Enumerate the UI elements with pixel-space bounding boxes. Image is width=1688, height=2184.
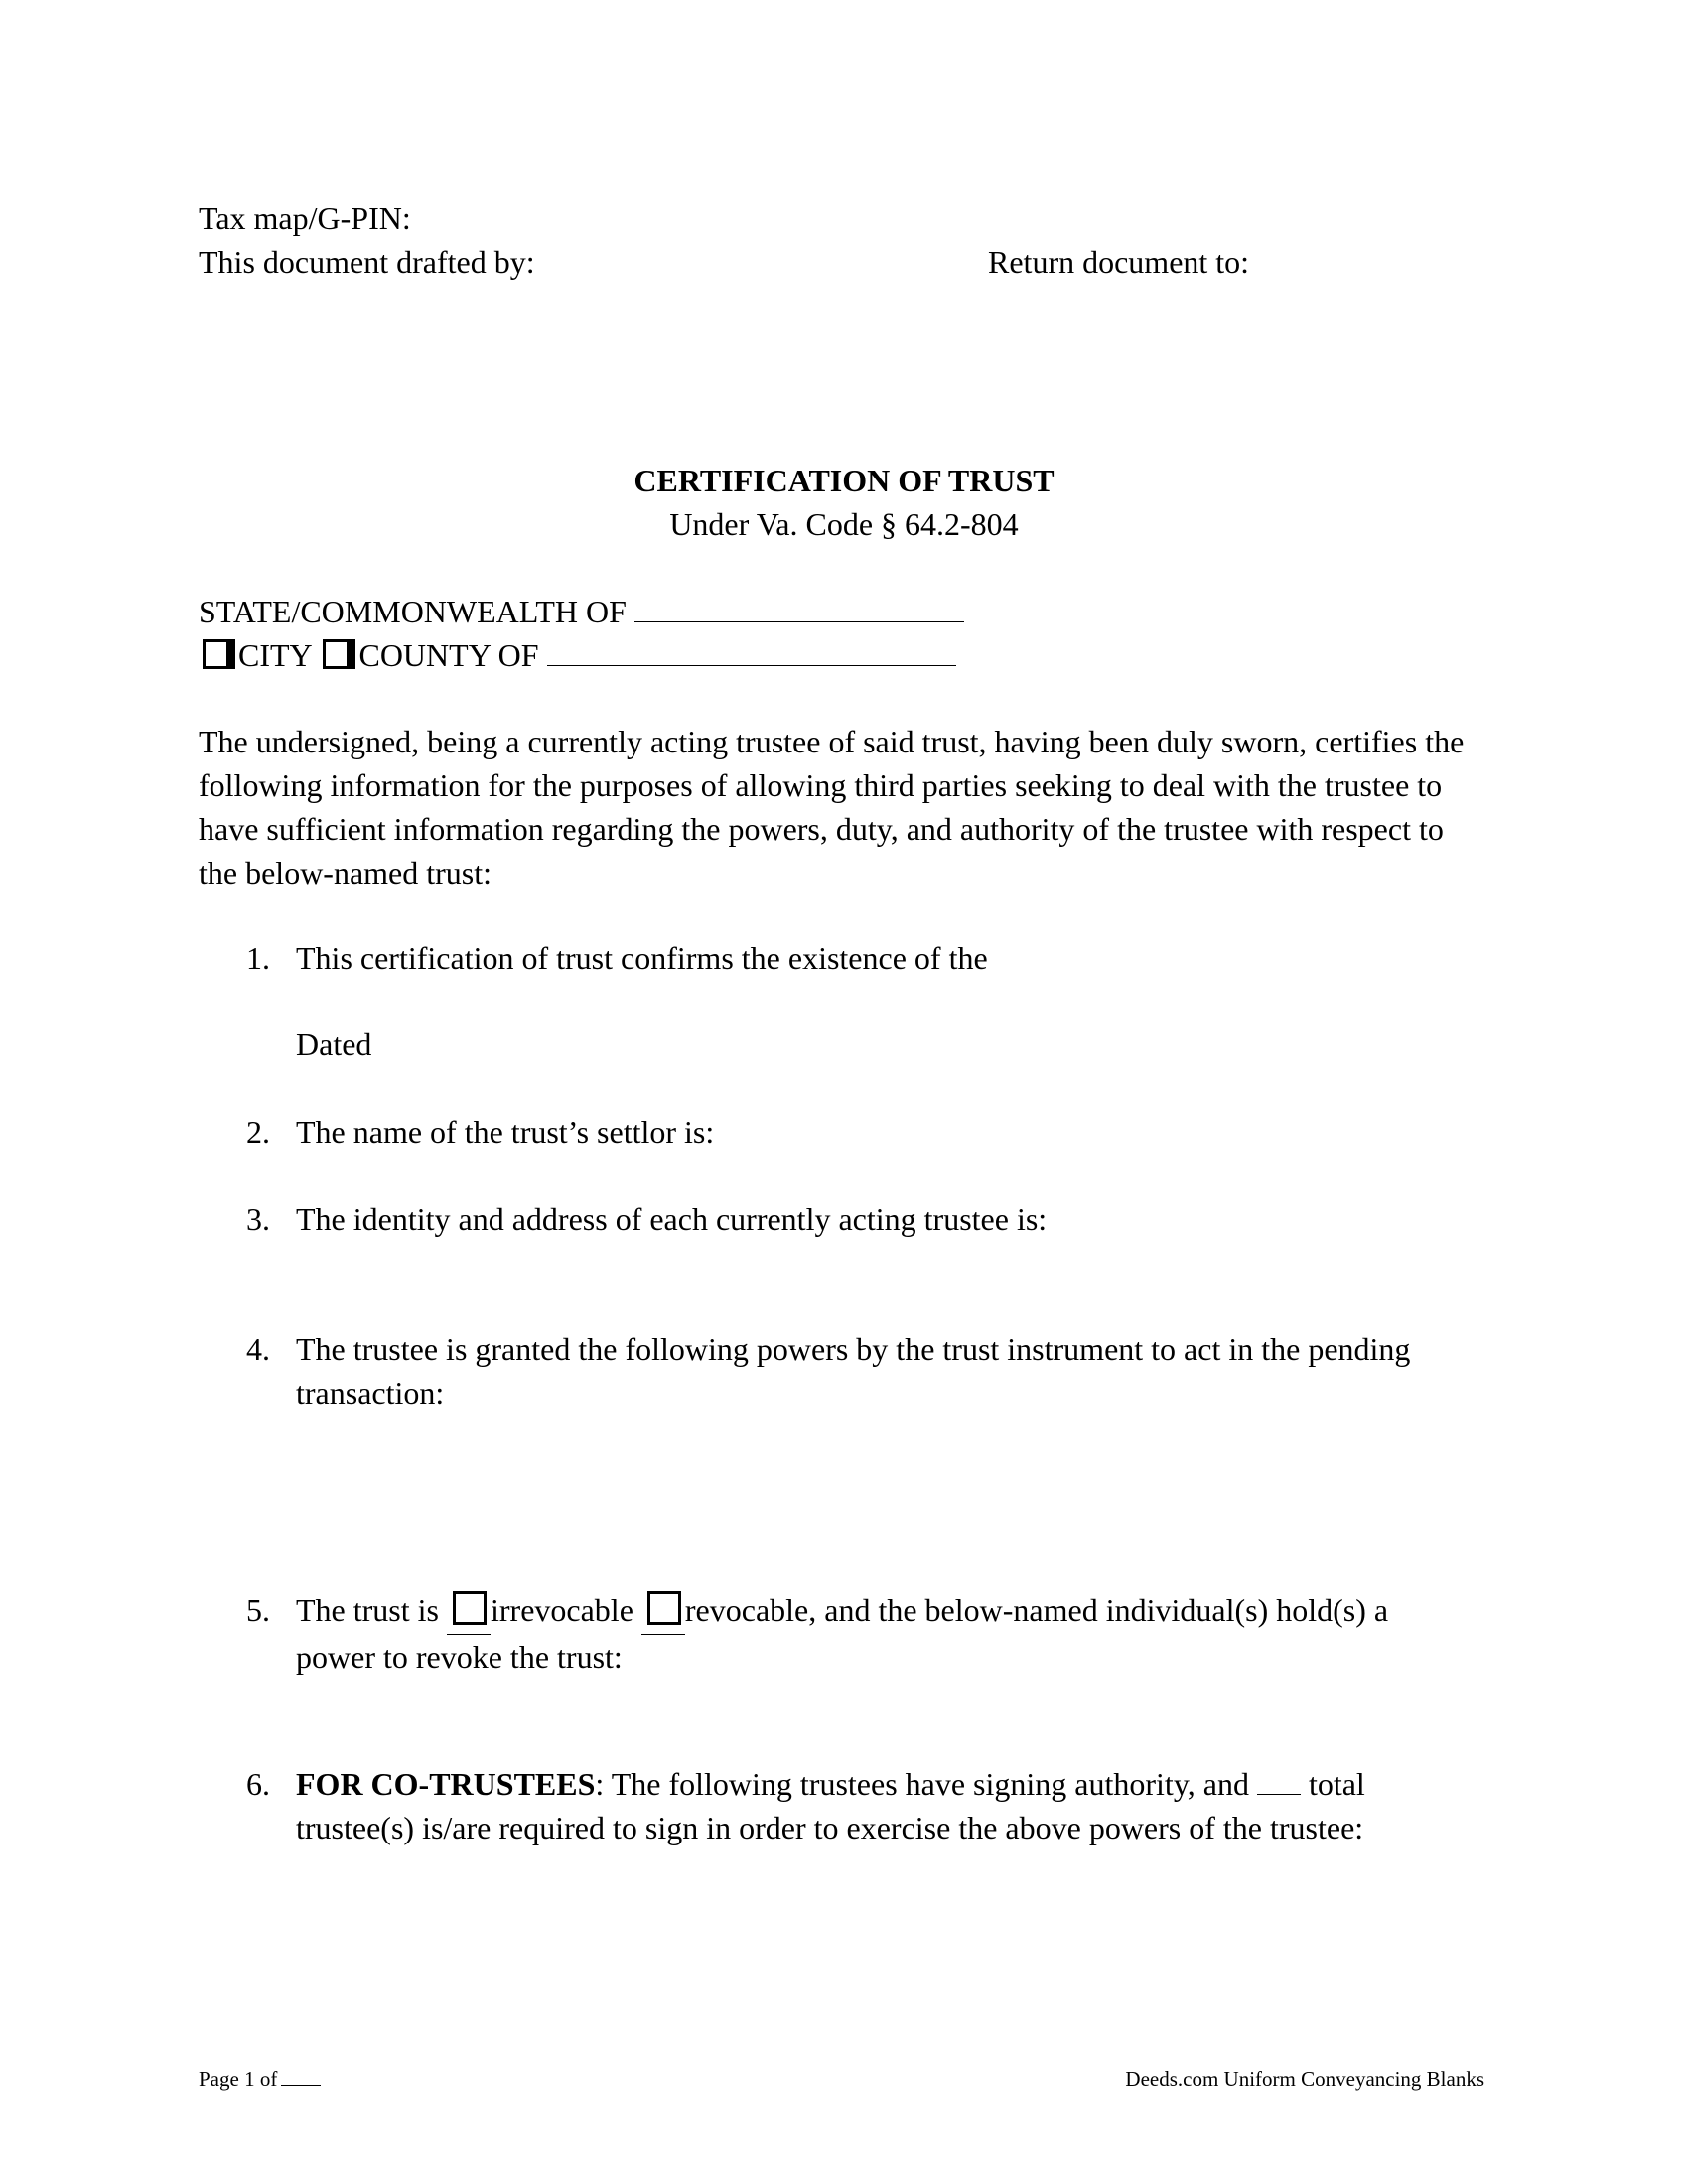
item-text: The identity and address of each currently acting trustee is: <box>296 1201 1048 1237</box>
item-number: 6. <box>246 1766 270 1802</box>
document-subtitle: Under Va. Code § 64.2-804 <box>669 506 1019 542</box>
item-text: The trustee is granted the following powers by the trust instrument to act in the pending transaction: <box>296 1331 1411 1411</box>
county-blank[interactable] <box>547 635 956 666</box>
item-text <box>296 1762 1477 1849</box>
page-label: Page 1 of <box>199 2067 278 2091</box>
page-number <box>199 2065 321 2093</box>
revocable-label: revocable, and the below-named individual(s) hold(s) a <box>684 1592 1389 1628</box>
co-trustees-heading: FOR CO-TRUSTEES <box>296 1766 596 1802</box>
item-text <box>296 1588 1477 1679</box>
trustee-count-blank[interactable] <box>1257 1766 1301 1795</box>
state-label: STATE/COMMONWEALTH OF <box>199 594 627 629</box>
state-line <box>199 590 964 633</box>
revoke-power-label: power to revoke the trust: <box>296 1639 623 1675</box>
item-text: This certification of trust confirms the existence of the <box>296 940 988 976</box>
venue-block <box>199 590 964 677</box>
city-county-line <box>199 633 964 677</box>
item-number: 1. <box>246 940 270 976</box>
intro-paragraph: The undersigned, being a currently acting trustee of said trust, having been duly sworn, certifies the following information for the purposes of allowing third parties seeking to deal with the trustee to have sufficient information regarding the powers, duty, and authority of the trustee with respect to the below-named trust: <box>199 724 1465 890</box>
item-number: 4. <box>246 1331 270 1367</box>
irrevocable-label: irrevocable <box>490 1592 633 1628</box>
item-number: 5. <box>246 1592 270 1628</box>
city-checkbox[interactable] <box>203 639 232 669</box>
tax-map-label: Tax map/G-PIN: <box>199 201 411 236</box>
drafted-by-label: This document drafted by: <box>199 244 535 280</box>
county-label: COUNTY OF <box>358 637 539 673</box>
city-label: CITY <box>238 637 312 673</box>
co-trustees-line2: trustee(s) is/are required to sign in order to exercise the above powers of the trustee: <box>296 1810 1364 1845</box>
page-total-blank[interactable] <box>281 2065 321 2086</box>
item-number: 3. <box>246 1201 270 1237</box>
state-blank[interactable] <box>634 592 964 622</box>
dated-label: Dated <box>296 1026 372 1062</box>
trust-is-label: The trust is <box>296 1592 439 1628</box>
return-to-label: Return document to: <box>988 244 1250 280</box>
irrevocable-option[interactable] <box>447 1588 491 1635</box>
header-left <box>199 197 535 284</box>
item-text: The name of the trust’s settlor is: <box>296 1114 715 1150</box>
co-trustees-text-a: : The following trustees have signing authority, and <box>595 1766 1249 1802</box>
title-block <box>0 459 1688 546</box>
irrevocable-checkbox[interactable] <box>453 1591 487 1625</box>
document-title: CERTIFICATION OF TRUST <box>633 463 1055 498</box>
revocable-option[interactable] <box>641 1588 685 1635</box>
co-trustees-text-b: total <box>1308 1766 1365 1802</box>
item-number: 2. <box>246 1114 270 1150</box>
revocable-checkbox[interactable] <box>647 1591 681 1625</box>
footer-brand: Deeds.com Uniform Conveyancing Blanks <box>1125 2067 1484 2091</box>
county-checkbox[interactable] <box>323 639 352 669</box>
